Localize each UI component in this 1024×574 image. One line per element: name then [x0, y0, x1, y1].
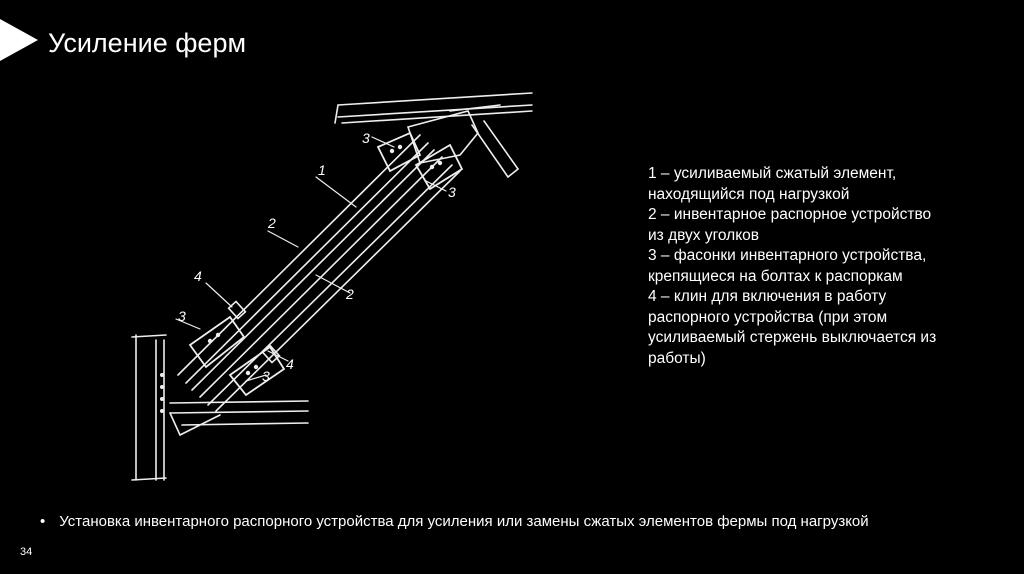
bullet-text: Установка инвентарного распорного устройства для усиления или замены сжатых элементов фермы под нагрузкой [59, 513, 869, 530]
gusset-plates [190, 133, 462, 395]
legend-line: крепящиеся на болтах к распоркам [648, 267, 903, 285]
bullet-item [40, 513, 869, 530]
legend-line: 2 – инвентарное распорное устройство [648, 206, 932, 223]
legend [648, 164, 988, 369]
legend-line: 1 – усиливаемый сжатый элемент, [648, 165, 897, 182]
page-number: 34 [20, 546, 33, 558]
bolts [160, 145, 442, 413]
label-3c: 3 [178, 308, 186, 324]
legend-line: 4 – клин для включения в работу [648, 288, 887, 305]
slide-corner-triangle [0, 19, 38, 61]
bullet-marker: • [40, 513, 46, 530]
legend-line: работы) [648, 349, 706, 367]
slide-title: Усиление ферм [48, 28, 247, 58]
label-3a: 3 [362, 130, 370, 146]
legend-line: находящийся под нагрузкой [648, 185, 850, 203]
label-4a: 4 [194, 268, 202, 284]
column [132, 335, 166, 480]
legend-line: из двух уголков [648, 226, 760, 244]
spacer-device-2 [200, 157, 460, 411]
label-3d: 3 [262, 368, 270, 384]
legend-line: 3 – фасонки инвентарного устройства, [648, 247, 927, 264]
top-chord [335, 93, 532, 123]
compressed-element-1 [178, 135, 434, 390]
legend-line: распорного устройства (при этом [648, 308, 888, 326]
label-3b: 3 [448, 184, 456, 200]
bottom-chord [170, 401, 308, 435]
label-1: 1 [318, 162, 326, 178]
legend-line: усиливаемый стержень выключается из [648, 329, 937, 346]
top-vertical-strut [472, 121, 518, 177]
label-2a: 2 [268, 215, 276, 231]
label-2b: 2 [346, 286, 354, 302]
truss-reinforcement-drawing [120, 85, 540, 490]
label-4b: 4 [286, 356, 294, 372]
